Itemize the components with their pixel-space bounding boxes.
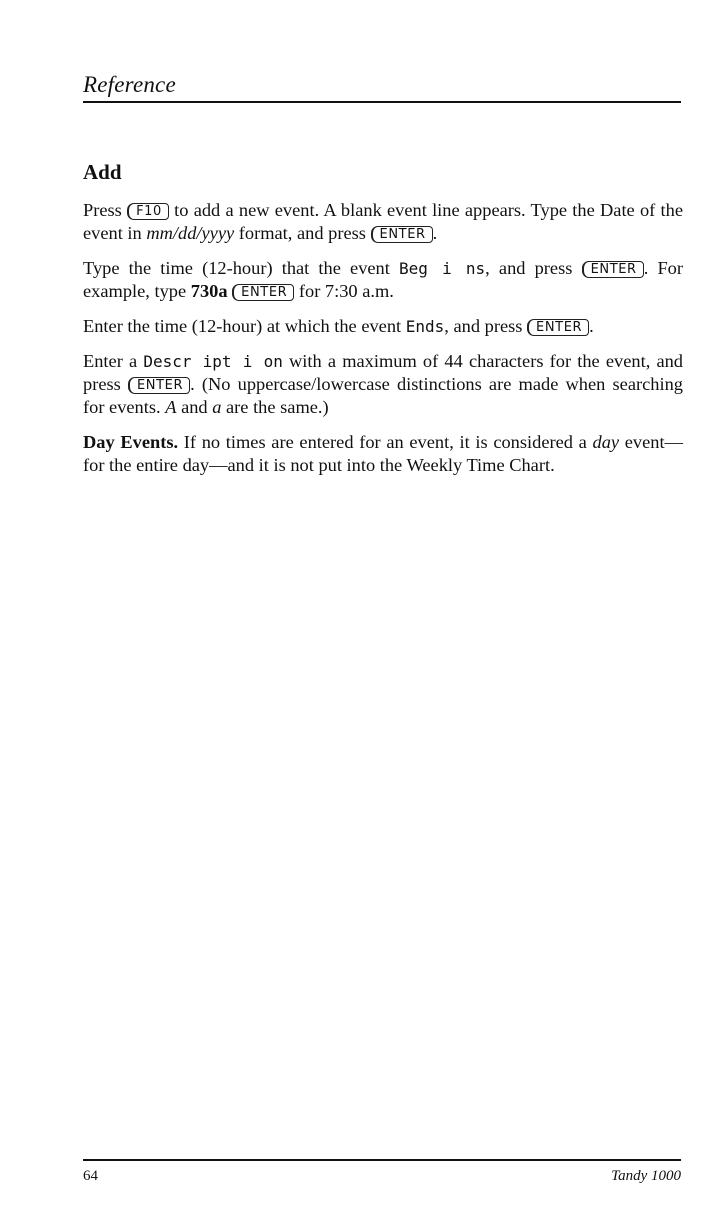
enter-key-icon: ENTER — [371, 226, 433, 243]
running-head: Reference — [83, 72, 176, 97]
text: event—for the entire day—and it is not put into the Weekly Time Chart. — [83, 432, 683, 475]
enter-key-icon: ENTER — [232, 284, 294, 301]
text: Enter a — [83, 351, 144, 371]
page-content — [83, 158, 683, 489]
text: are the same.) — [221, 397, 329, 417]
text: If no times are entered for an event, it is considered a — [178, 432, 593, 452]
paragraph-description — [83, 350, 683, 419]
field-ends: Ends — [405, 317, 445, 336]
book-title: Tandy 1000 — [611, 1168, 681, 1184]
text: for 7:30 a.m. — [294, 281, 394, 301]
example-input: 730a — [190, 281, 228, 301]
page-header — [83, 70, 681, 103]
footer-rule — [83, 1159, 681, 1161]
paragraph-day-events — [83, 431, 683, 477]
f10-key-icon: F10 — [127, 203, 169, 220]
paragraph-ends — [83, 315, 683, 338]
enter-key-icon: ENTER — [582, 261, 644, 278]
text: Type the time (12-hour) that the event — [83, 258, 400, 278]
field-begins: Beg i ns — [399, 259, 486, 278]
page-number: 64 — [83, 1168, 98, 1184]
letter-lower: a — [212, 397, 222, 417]
paragraph-add-event — [83, 199, 683, 245]
text: to add a new event. A blank event line appears. Type the Date of the event in — [83, 200, 683, 243]
text: Enter the time (12-hour) at which the event — [83, 316, 406, 336]
text: , and press — [444, 316, 528, 336]
text: . — [589, 316, 594, 336]
text: Press — [83, 200, 128, 220]
text: . (No uppercase/lowercase distinctions are made when searching for events. — [83, 374, 683, 417]
day-events-lead: Day Events. — [83, 432, 179, 452]
enter-key-icon: ENTER — [128, 377, 190, 394]
section-heading: Add — [83, 160, 122, 184]
text: . — [432, 223, 438, 243]
footer-row — [83, 1167, 681, 1185]
field-description: Descr ipt i on — [143, 352, 283, 371]
header-rule — [83, 101, 681, 103]
text: , and press — [485, 258, 582, 278]
text: with a maximum of 44 characters for the event, and press — [83, 351, 683, 394]
letter-upper: A — [165, 397, 177, 417]
page-footer — [83, 1159, 681, 1185]
day-term: day — [592, 432, 620, 452]
paragraph-begins — [83, 257, 683, 303]
text: format, and press — [234, 223, 371, 243]
text: . For example, type — [83, 258, 683, 301]
date-format: mm/dd/yyyy — [146, 223, 235, 243]
enter-key-icon: ENTER — [527, 319, 589, 336]
text: and — [176, 397, 213, 417]
